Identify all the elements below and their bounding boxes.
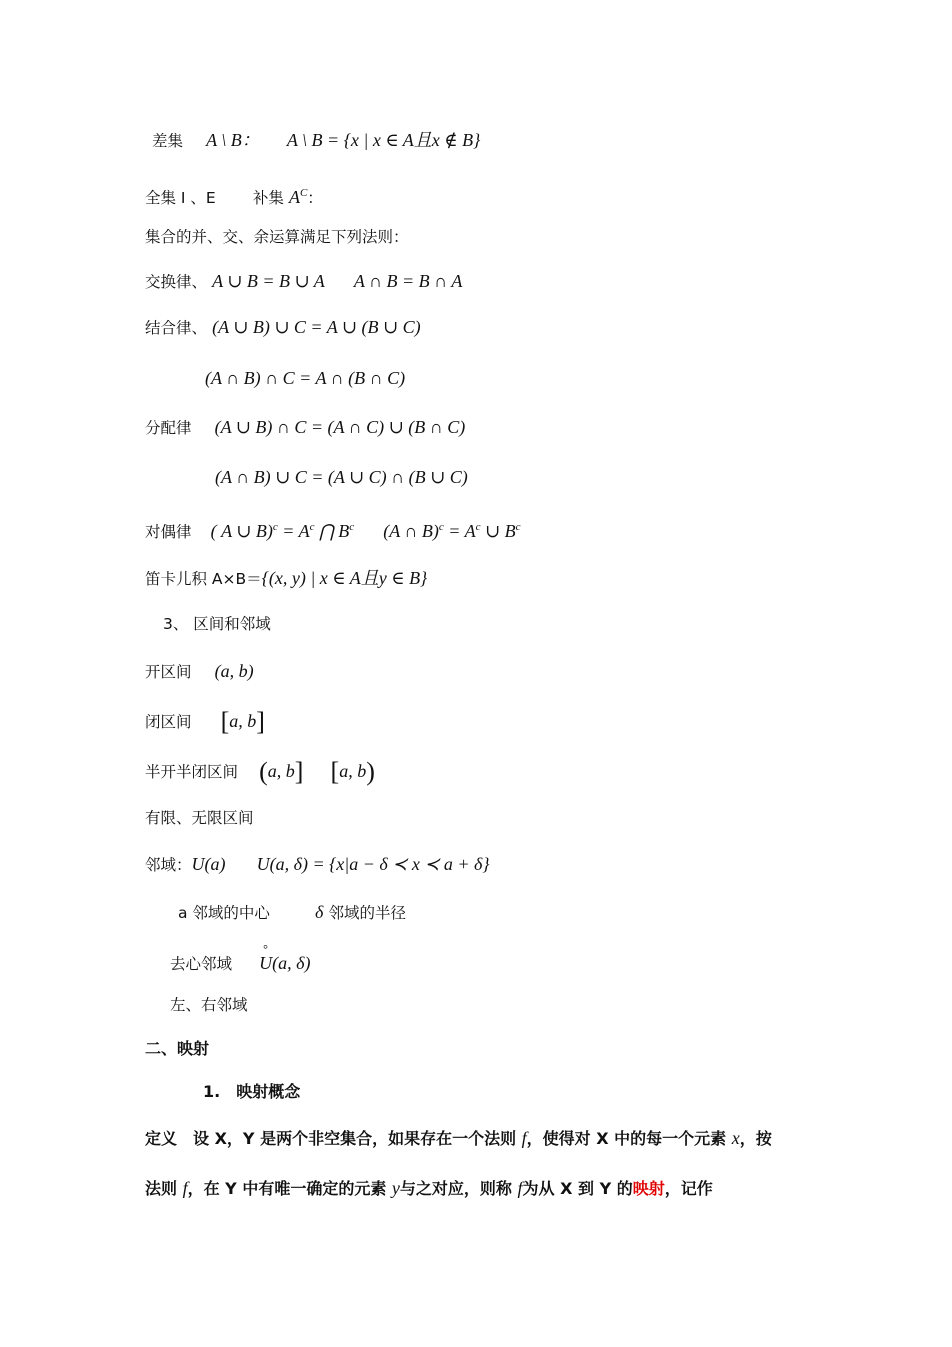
difference-set-notation: A \ B： — [206, 130, 260, 150]
left-right-neighborhood-line: 左、右邻域 — [170, 996, 248, 1014]
distributive-law-line — [145, 415, 465, 440]
half-open-interval-label: 半开半闭区间 — [145, 763, 239, 781]
commutative-label: 交换律、 — [145, 273, 208, 291]
closed-interval-label: 闭区间 — [145, 713, 192, 731]
associative-label: 结合律、 — [145, 319, 208, 337]
difference-set-label: 差集 — [152, 132, 184, 150]
neighborhood-label: 邻域： — [145, 856, 192, 874]
associative-intersection-line — [205, 366, 405, 391]
de-morgan-law-line — [145, 515, 520, 544]
commutative-intersection-formula: A ∩ B = B ∩ A — [353, 271, 463, 291]
de-morgan-label: 对偶律 — [145, 523, 192, 541]
neighborhood-formula: U(a, δ) = {x|a − δ ≺ x ≺ a + δ} — [256, 854, 490, 874]
distributive-formula-1: (A ∪ B) ∩ C = (A ∩ C) ∪ (B ∩ C) — [214, 417, 466, 437]
neighborhood-center-text: a 邻域的中心 — [178, 904, 270, 922]
neighborhood-radius-text: 邻域的半径 — [328, 904, 407, 922]
commutative-union-formula: A ∪ B = B ∪ A — [212, 271, 325, 291]
set-operations-heading: 集合的并、交、余运算满足下列法则： — [145, 228, 409, 246]
deleted-neighborhood-line — [170, 951, 310, 976]
neighborhood-line — [145, 852, 490, 877]
closed-interval-notation: [a, b] — [220, 707, 265, 736]
commutative-law-line — [145, 269, 462, 294]
complement-label: 补集 — [252, 189, 284, 207]
open-interval-line — [145, 659, 254, 684]
de-morgan-formula-2: (A ∩ $B)^c = A^c$ ∪ $B^c$ — [383, 521, 521, 541]
delta-symbol: δ — [315, 902, 324, 922]
associative-intersection-formula: (A ∩ B) ∩ C = A ∩ (B ∩ C) — [205, 368, 406, 388]
half-open-interval-notation-2: [a, b) — [330, 757, 375, 786]
associative-union-formula: (A ∪ B) ∪ C = A ∪ (B ∪ C) — [212, 317, 421, 337]
definition-line-1: 定义 设 X，Y 是两个非空集合，如果存在一个法则 f，使得对 X 中的每一个元素 x，按 — [145, 1128, 772, 1148]
distributive-law-line-2 — [215, 465, 468, 490]
intervals-heading: 3、 区间和邻域 — [163, 615, 271, 633]
open-interval-label: 开区间 — [145, 663, 192, 681]
cartesian-product-formula: {(x, y) | x ∈ A且y ∈ B} — [261, 568, 428, 588]
mapping-highlight: 映射 — [632, 1179, 665, 1198]
difference-set-line — [152, 128, 480, 153]
closed-interval-line — [145, 709, 265, 734]
section-heading-mapping: 二、映射 — [145, 1039, 210, 1058]
open-interval-notation: (a, b) — [214, 661, 254, 681]
deleted-neighborhood-notation: ° U(a, δ) — [259, 953, 310, 973]
cartesian-product-line — [145, 566, 427, 591]
neighborhood-center-radius-line — [178, 900, 406, 925]
neighborhood-notation: U(a) — [191, 854, 226, 874]
de-morgan-formula-1: ( A ∪ $B)^c = A^c$ ⋂ $B^c$ — [210, 521, 355, 541]
half-open-interval-notation-1: (a, b] — [259, 757, 304, 786]
universal-set-label: 全集 I 、E — [145, 189, 216, 207]
associative-law-line — [145, 315, 421, 340]
deleted-neighborhood-label: 去心邻域 — [170, 955, 233, 973]
distributive-label: 分配律 — [145, 419, 192, 437]
half-open-interval-line — [145, 759, 375, 784]
definition-line-2: 法则 f，在 Y 中有唯一确定的元素 y与之对应，则称 f为从 X 到 Y 的映射，记作 — [145, 1178, 713, 1198]
complement-notation: $A^C$ — [288, 187, 308, 207]
finite-infinite-interval-line: 有限、无限区间 — [145, 809, 254, 827]
distributive-formula-2: (A ∩ B) ∪ C = (A ∪ C) ∩ (B ∪ C) — [215, 467, 468, 487]
difference-set-formula: A \ B = {x | x ∈ A且x ∉ B} — [286, 130, 481, 150]
subsection-heading-mapping-concept: 1. 映射概念 — [203, 1082, 301, 1101]
universal-set-line: 全集 I 、E 补集 $A^C$： — [145, 187, 323, 207]
cartesian-product-label: 笛卡儿积 A×B＝ — [145, 570, 262, 588]
